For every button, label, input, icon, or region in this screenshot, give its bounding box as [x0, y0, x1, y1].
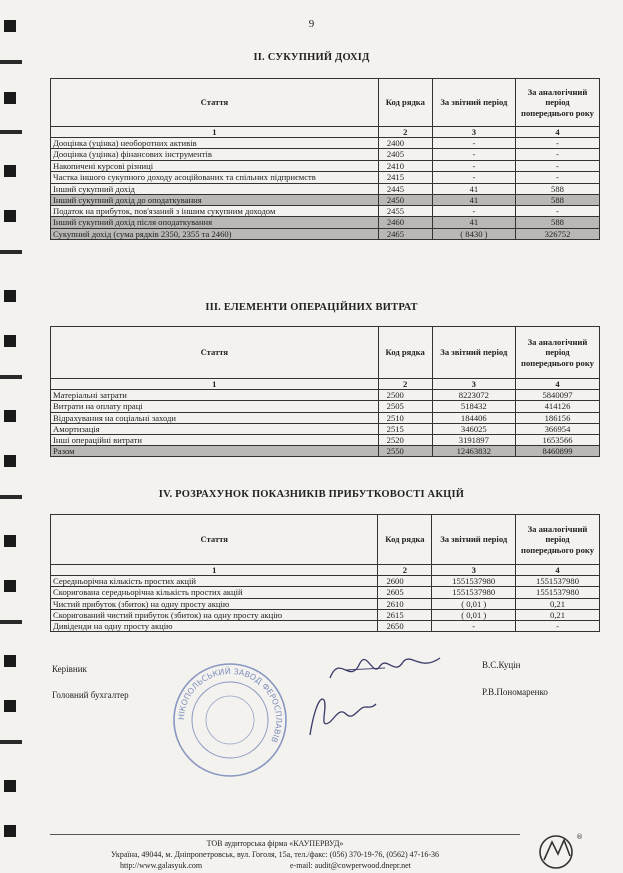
table-row — [51, 138, 600, 149]
row-label: Дивіденди на одну просту акцію — [51, 621, 378, 632]
column-number-row — [51, 379, 600, 390]
row-previous: 588 — [515, 183, 599, 194]
row-label: Скоригована середньорічна кількість простих акцій — [51, 587, 378, 598]
colnum: 4 — [515, 379, 599, 390]
header-line-code: Код рядка — [378, 327, 432, 379]
colnum: 1 — [51, 127, 379, 138]
table-row — [51, 206, 600, 217]
header-reporting-period: За звітний період — [432, 515, 516, 565]
row-previous: 414126 — [515, 401, 599, 412]
binder-hole — [4, 700, 16, 712]
row-code: 2405 — [378, 149, 432, 160]
row-code: 2410 — [378, 160, 432, 171]
head-label: Керівник — [52, 664, 87, 674]
share-profitability-table — [50, 514, 600, 632]
row-current: - — [432, 138, 515, 149]
column-number-row — [51, 565, 600, 576]
header-article: Стаття — [51, 515, 378, 565]
binder-hole — [4, 290, 16, 302]
colnum: 2 — [378, 565, 432, 576]
head-name: В.С.Куцін — [482, 660, 521, 670]
row-current: 8223072 — [432, 390, 515, 401]
colnum: 1 — [51, 379, 379, 390]
table-header-row — [51, 327, 600, 379]
svg-text:НІКОПОЛЬСЬКИЙ ЗАВОД ФЕРОСПЛАВІ: НІКОПОЛЬСЬКИЙ ЗАВОД ФЕРОСПЛАВІВ — [176, 666, 284, 744]
footer-address: Україна, 49044, м. Дніпропетровськ, вул. Гоголя, 15а, тел./факс: (056) 370-19-76, (0562) 47-16-36 — [110, 850, 440, 859]
binder-hole — [4, 580, 16, 592]
row-label: Скоригований чистий прибуток (збиток) на одну просту акцію — [51, 609, 378, 620]
row-current: 1551537980 — [432, 576, 516, 587]
row-current: 3191897 — [432, 435, 515, 446]
row-label: Сукупний дохід (сума рядків 2350, 2355 та 2460) — [51, 228, 379, 239]
table-row — [51, 609, 600, 620]
row-previous: 1653566 — [515, 435, 599, 446]
binder-bar — [0, 620, 22, 624]
row-current: 518432 — [432, 401, 515, 412]
row-code: 2515 — [378, 423, 432, 434]
row-label: Податок на прибуток, пов'язаний з іншим сукупним доходом — [51, 206, 379, 217]
table-row — [51, 446, 600, 457]
row-label: Інший сукупний дохід до оподаткування — [51, 195, 379, 206]
binder-hole — [4, 825, 16, 837]
header-line-code: Код рядка — [378, 515, 432, 565]
row-current: - — [432, 621, 516, 632]
row-label: Амортизація — [51, 423, 379, 434]
table-header-row — [51, 515, 600, 565]
row-code: 2415 — [378, 171, 432, 183]
binder-strip — [0, 0, 22, 873]
accountant-signature-icon — [300, 690, 380, 740]
row-label: Разом — [51, 446, 379, 457]
row-current: - — [432, 160, 515, 171]
row-label: Витрати на оплату праці — [51, 401, 379, 412]
row-previous: 0,21 — [516, 598, 600, 609]
table-row — [51, 171, 600, 183]
table-row — [51, 195, 600, 206]
section-title-comprehensive-income: ІІ. СУКУПНИЙ ДОХІД — [253, 52, 370, 63]
row-label: Чистий прибуток (збиток) на одну просту акцію — [51, 598, 378, 609]
table-row — [51, 390, 600, 401]
binder-hole — [4, 535, 16, 547]
binder-bar — [0, 740, 22, 744]
colnum: 3 — [432, 565, 516, 576]
row-current: ( 0,01 ) — [432, 609, 516, 620]
row-code: 2610 — [378, 598, 432, 609]
row-previous: 1551537980 — [516, 587, 600, 598]
table-row — [51, 160, 600, 171]
header-previous-period: За аналогічний період попереднього року — [515, 79, 599, 127]
row-previous: - — [515, 160, 599, 171]
row-label: Накопичені курсові різниці — [51, 160, 379, 171]
table-row — [51, 621, 600, 632]
row-label: Матеріальні затрати — [51, 390, 379, 401]
row-code: 2550 — [378, 446, 432, 457]
head-signature-icon — [325, 648, 445, 688]
row-current: 184406 — [432, 412, 515, 423]
row-label: Відрахування на соціальні заходи — [51, 412, 379, 423]
row-code: 2460 — [378, 217, 432, 228]
header-article: Стаття — [51, 79, 379, 127]
section-title-share-profitability: IV. РОЗРАХУНОК ПОКАЗНИКІВ ПРИБУТКОВОСТІ АКЦІЙ — [158, 489, 465, 500]
binder-hole — [4, 455, 16, 467]
row-current: ( 8430 ) — [432, 228, 515, 239]
row-label: Інші операційні витрати — [51, 435, 379, 446]
comprehensive-income-table — [50, 78, 600, 240]
header-previous-period: За аналогічний період попереднього року — [516, 515, 600, 565]
header-previous-period: За аналогічний період попереднього року — [515, 327, 599, 379]
colnum: 1 — [51, 565, 378, 576]
row-code: 2520 — [378, 435, 432, 446]
table-row — [51, 587, 600, 598]
table-row — [51, 412, 600, 423]
row-previous: - — [515, 138, 599, 149]
page-number: 9 — [308, 18, 315, 30]
row-label: Середньорічна кількість простих акцій — [51, 576, 378, 587]
table-row — [51, 217, 600, 228]
binder-hole — [4, 210, 16, 222]
row-previous: 1551537980 — [516, 576, 600, 587]
colnum: 3 — [432, 127, 515, 138]
row-current: 41 — [432, 195, 515, 206]
header-reporting-period: За звітний період — [432, 327, 515, 379]
table-row — [51, 576, 600, 587]
accountant-label: Головний бухгалтер — [52, 690, 129, 700]
row-code: 2600 — [378, 576, 432, 587]
accountant-name: Р.В.Пономаренко — [482, 687, 548, 697]
table-row — [51, 149, 600, 160]
table-row — [51, 401, 600, 412]
row-current: 41 — [432, 217, 515, 228]
row-code: 2500 — [378, 390, 432, 401]
binder-hole — [4, 655, 16, 667]
table-row — [51, 228, 600, 239]
binder-bar — [0, 130, 22, 134]
table-row — [51, 423, 600, 434]
row-current: - — [432, 171, 515, 183]
row-previous: - — [515, 171, 599, 183]
colnum: 2 — [378, 379, 432, 390]
row-current: - — [432, 206, 515, 217]
row-previous: 588 — [515, 217, 599, 228]
row-code: 2615 — [378, 609, 432, 620]
row-previous: 0,21 — [516, 609, 600, 620]
binder-hole — [4, 410, 16, 422]
footer-firm: ТОВ аудиторська фірма «КАУПЕРВУД» — [206, 839, 344, 848]
binder-hole — [4, 165, 16, 177]
table-header-row — [51, 79, 600, 127]
row-label: Дооцінка (уцінка) необоротних активів — [51, 138, 379, 149]
colnum: 4 — [516, 565, 600, 576]
row-code: 2400 — [378, 138, 432, 149]
row-code: 2505 — [378, 401, 432, 412]
row-code: 2605 — [378, 587, 432, 598]
company-seal-icon — [170, 660, 290, 780]
column-number-row — [51, 127, 600, 138]
row-current: 41 — [432, 183, 515, 194]
row-current: ( 0,01 ) — [432, 598, 516, 609]
table-row — [51, 183, 600, 194]
table-row — [51, 598, 600, 609]
row-code: 2650 — [378, 621, 432, 632]
row-previous: 588 — [515, 195, 599, 206]
row-current: 346025 — [432, 423, 515, 434]
table-row — [51, 435, 600, 446]
operating-costs-table — [50, 326, 600, 457]
row-previous: - — [515, 206, 599, 217]
row-previous: - — [515, 149, 599, 160]
row-label: Інший сукупний дохід після оподаткування — [51, 217, 379, 228]
row-current: 12463832 — [432, 446, 515, 457]
colnum: 2 — [378, 127, 432, 138]
row-current: 1551537980 — [432, 587, 516, 598]
row-code: 2510 — [378, 412, 432, 423]
header-article: Стаття — [51, 327, 379, 379]
binder-hole — [4, 335, 16, 347]
row-code: 2455 — [378, 206, 432, 217]
binder-bar — [0, 375, 22, 379]
auditor-logo-icon — [530, 830, 585, 870]
row-previous: 5840097 — [515, 390, 599, 401]
footer-email: e-mail: audit@cowperwood.dnepr.net — [290, 861, 411, 870]
binder-bar — [0, 250, 22, 254]
colnum: 4 — [515, 127, 599, 138]
row-previous: 326752 — [515, 228, 599, 239]
row-previous: - — [516, 621, 600, 632]
row-label: Частка іншого сукупного доходу асоційованих та спільних підприємств — [51, 171, 379, 183]
row-label: Дооцінка (уцінка) фінансових інструментів — [51, 149, 379, 160]
svg-text:®: ® — [576, 833, 583, 841]
header-reporting-period: За звітний період — [432, 79, 515, 127]
section-title-operating-costs: ІІІ. ЕЛЕМЕНТИ ОПЕРАЦІЙНИХ ВИТРАТ — [205, 302, 418, 313]
row-previous: 186156 — [515, 412, 599, 423]
row-current: - — [432, 149, 515, 160]
row-previous: 8460899 — [515, 446, 599, 457]
footer-divider — [50, 834, 520, 835]
row-previous: 366954 — [515, 423, 599, 434]
footer-website: http://www.galasyuk.com — [120, 861, 203, 870]
colnum: 3 — [432, 379, 515, 390]
row-code: 2450 — [378, 195, 432, 206]
binder-hole — [4, 92, 16, 104]
row-code: 2465 — [378, 228, 432, 239]
header-line-code: Код рядка — [378, 79, 432, 127]
binder-hole — [4, 780, 16, 792]
row-code: 2445 — [378, 183, 432, 194]
row-label: Інший сукупний дохід — [51, 183, 379, 194]
